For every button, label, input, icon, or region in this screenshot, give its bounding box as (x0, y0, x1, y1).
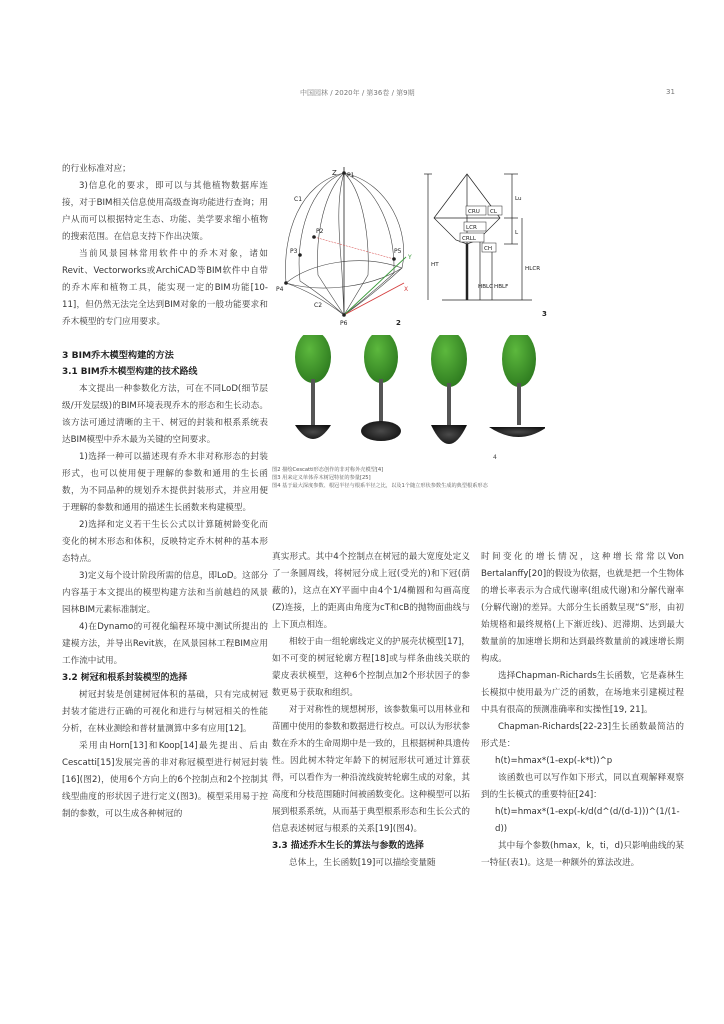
figure-2-crown-model (270, 163, 420, 331)
formula: h(t)=hmax*(1-exp(-k*t))^p (495, 756, 613, 766)
page-number: 31 (666, 88, 675, 96)
paragraph: 采用由Horn[13]和Koop[14]最先提出、后由Cescatti[15]发展完善的非对称冠模型进行树冠封装[16](图2)，使用6个方向上的6个控制点和2个控制其线型曲度的形状因子进行定义(图3)。模型采用易于控制的参数，可以生成各种树冠的 (62, 741, 268, 819)
column-middle (272, 549, 470, 872)
fig2-label: Y (408, 254, 412, 261)
fig3-label: HLCR (525, 266, 541, 272)
figure-4-root-systems (285, 335, 545, 463)
fig2-label: P6 (340, 320, 348, 327)
journal-info: 中国园林 / 2020年 / 第36卷 / 第9期 (300, 89, 415, 97)
tree-model (295, 335, 331, 439)
fig3-label: HT (431, 262, 439, 268)
fig2-label: P1 (347, 172, 355, 179)
caption-fig4: 图4 基于最大深度参数、根冠半径与根系半径之比，以及1个随立形状参数生成的典型根系形态 (272, 482, 488, 489)
paragraph: 的行业标准对应； (62, 164, 131, 174)
paragraph: Chapman-Richards[22-23]生长函数最简洁的形式是： (481, 722, 684, 749)
fig2-label: C2 (314, 302, 323, 309)
formula: h(t)=hmax*(1-exp(-k/d(d^(d/(d-1)))^(1/(1-d)) (495, 807, 680, 834)
fig2-label: Z (332, 169, 337, 177)
fig3-label: HBLC (478, 284, 494, 290)
fig3-label: HBLF (494, 284, 509, 290)
column-right (481, 549, 684, 872)
caption-fig2: 图2 描绘Cescatti形态创作的非对称外壳模型[4] (272, 467, 384, 473)
fig3-label: CRU (468, 209, 480, 215)
paragraph: 本文提出一种参数化方法，可在不同LoD(细节层级/开发层级)的BIM环境表现乔木的形态和生长动态。该方法可通过清晰的主干、树冠的封装和根系系统表达BIM模型中乔木最为关键的空间要求。 (62, 384, 268, 445)
paragraph: 树冠封装是创建树冠体积的基础，只有完成树冠封装才能进行正确的可视化和进行与树冠相关的性能分析，在林业测绘和普材量测算中多有应用[12]。 (62, 690, 268, 734)
control-point (342, 313, 346, 317)
column-left (62, 161, 268, 823)
caption-fig3: 图3 用来定义单体乔木树冠特征的参量[25] (272, 474, 371, 481)
paragraph: 4)在Dynamo的可视化编程环境中测试所提出的建模方法，并导出Revit族，在风景园林工程BIM应用工作流中试用。 (62, 622, 268, 666)
fig2-number: 2 (396, 319, 401, 327)
fig2-label: C1 (294, 196, 303, 203)
fig2-label: P3 (290, 248, 298, 255)
figure-captions (272, 467, 712, 490)
fig3-label: CH (484, 246, 493, 252)
fig3-label: Lu (515, 196, 522, 202)
control-point (284, 281, 288, 285)
fig3-label: L (515, 230, 519, 236)
paragraph: 对于对称性的规想树形，该参数集可以用林业和苗圃中使用的参数和数据进行校点。可以认为形状参数在乔木的生命周期中是一致的，且根据树种具遗传性。因此树木特定年龄下的树冠形状可通过计算获得，可以看作为一种沿流线旋转轮廓生成的对象，其高度和分枝范围随时间被函数变化。这种模型可以拓展到根系系统，从而基于典型根系形态和生长公式的信息表述树冠与根系的关系[19](图4)。 (272, 705, 470, 834)
paragraph: 3)信息化的要求，即可以与其他植物数据库连接，对于BIM相关信息使用高级查询功能进行查询；用户从而可以根据特定生态、功能、美学要求缩小植物的搜索范围。在信息支持下作出决策。 (62, 181, 268, 242)
paragraph: 总体上，生长函数[19]可以描绘变量随 (289, 858, 436, 868)
fig2-label: P2 (316, 228, 324, 235)
paragraph: 该函数也可以写作如下形式，同以直观解释观察到的生长模式的重要特征[24]： (481, 773, 684, 800)
subsection-heading: 3.1 BIM乔木模型构建的技术路线 (62, 367, 198, 377)
tree-model (431, 335, 467, 444)
control-point (342, 171, 346, 175)
paragraph: 选择Chapman-Richards生长函数，它是森林生长模拟中使用最为广泛的函数，在场地来引建模过程中具有很高的预测准确率和实操性[19, 21]。 (481, 671, 684, 715)
tree-model (361, 335, 401, 441)
fig2-label: X (404, 286, 409, 293)
paragraph: 其中每个参数(hmax，k，ti，d)只影响曲线的某一特征(表1)。这是一种额外的算法改进。 (481, 841, 684, 868)
control-point (312, 235, 316, 239)
paragraph: 相较于由一组轮廓线定义的护展壳状模型[17]，如不可变的树冠轮廓方程[18]或与样条曲线关联的蒙皮表状模型，这种6个控制点加2个形状因子的参数更易于获取和组织。 (272, 637, 470, 698)
tree-model (489, 335, 545, 437)
fig3-label: CRLL (462, 236, 477, 242)
subsection-heading: 3.3 描述乔木生长的算法与参数的选择 (272, 841, 424, 851)
subsection-heading: 3.2 树冠和根系封装模型的选择 (62, 673, 188, 683)
fig3-number: 3 (542, 310, 547, 318)
control-point (298, 253, 302, 257)
fig3-label: CL (490, 209, 498, 215)
paragraph: 真实形式。其中4个控制点在树冠的最大宽度处定义了一条圆周线，将树冠分成上冠(受光的)和下冠(荫蔽的)，这点在XY平面中由4个1/4椭圆和勾画高度(Z)连接，上的距离由角度为cT和cB的抛物面曲线与上下顶点相连。 (272, 552, 470, 630)
paragraph: 当前风景园林常用软件中的乔木对象，诸如Revit、Vectorworks或ArchiCAD等BIM软件中自带的乔木库和植物工具，能实现一定的BIM功能[10-11]，但仍然无法完全达到BIM对象的一般功能要求和乔木模型的专门应用要求。 (62, 249, 268, 327)
paragraph: 时间变化的增长情况，这种增长常常以Von Bertalanffy[20]的假设为依据，也就是把一个生物体的增长率表示为合成代谢率(组成代谢)和分解代谢率(分解代谢)的差异。大部分生长函数呈现“S”形，由初始规格和最终规格(上下渐近线)、迟滞期、达到最大数量前的加速增长期和达到最终数量前的减速增长期构成。 (481, 552, 684, 664)
fig4-number: 4 (493, 454, 497, 461)
fig2-label: P4 (276, 286, 284, 293)
paragraph: 1)选择一种可以描述现有乔木非对称形态的封装形式，也可以使用便于理解的参数和通用的生长函数，为不同品种的规划乔木提供封装形式，并应用便于理解的参数和通用的描述生长函数来构建模型。 (62, 452, 268, 513)
fig2-label: P5 (394, 248, 402, 255)
paragraph: 2)选择和定义若干生长公式以计算随树龄变化而变化的树木形态和体积，反映特定乔木树种的基本形态特点。 (62, 520, 268, 564)
paragraph: 3)定义每个设计阶段所需的信息，即LoD。这部分内容基于本文提出的模型构建方法和当前越趋的风景园林BIM元素标准制定。 (62, 571, 268, 615)
section-heading: 3 BIM乔木模型构建的方法 (62, 350, 174, 361)
figure-3-crown-parameters (422, 170, 557, 320)
control-point (392, 257, 396, 261)
fig3-label: LCR (466, 225, 477, 231)
